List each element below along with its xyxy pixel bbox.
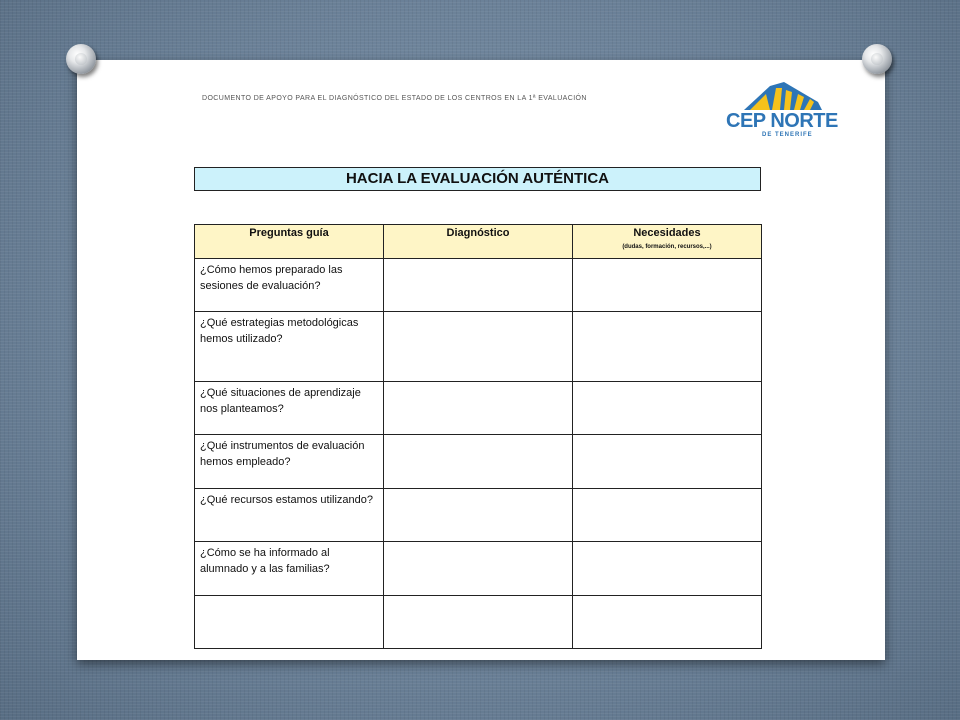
question-cell: ¿Qué instrumentos de evaluación hemos empleado?: [195, 435, 384, 489]
document-title: HACIA LA EVALUACIÓN AUTÉNTICA: [194, 167, 761, 191]
table-row: [195, 312, 762, 382]
table-row: [195, 489, 762, 542]
diagnostico-cell: [384, 596, 573, 649]
table-row: [195, 382, 762, 435]
question-cell: [195, 596, 384, 649]
question-cell: ¿Qué situaciones de aprendizaje nos planteamos?: [195, 382, 384, 435]
diagnostico-cell: [384, 489, 573, 542]
necesidades-cell: [573, 596, 762, 649]
table-row: [195, 259, 762, 312]
logo-main-text: CEP NORTE: [726, 110, 838, 132]
diagnostico-cell: [384, 259, 573, 312]
column-header-subtitle: (dudas, formación, recursos,...): [622, 244, 712, 250]
document-header: DOCUMENTO DE APOYO PARA EL DIAGNÓSTICO DEL ESTADO DE LOS CENTROS EN LA 1ª EVALUACIÓN: [202, 95, 587, 102]
pushpin-icon: [66, 44, 96, 74]
necesidades-cell: [573, 259, 762, 312]
necesidades-cell: [573, 312, 762, 382]
cep-norte-logo: [726, 80, 836, 150]
sun-rays-icon: [726, 80, 836, 114]
diagnostico-cell: [384, 435, 573, 489]
logo-sub-text: DE TENERIFE: [762, 132, 813, 138]
diagnostico-cell: [384, 382, 573, 435]
document-page: [116, 72, 844, 650]
table-row: [195, 435, 762, 489]
column-header-preguntas: Preguntas guía: [195, 225, 384, 259]
question-cell: ¿Cómo hemos preparado las sesiones de evaluación?: [195, 259, 384, 312]
table-row: [195, 596, 762, 649]
question-cell: ¿Qué estrategias metodológicas hemos utilizado?: [195, 312, 384, 382]
pushpin-icon: [862, 44, 892, 74]
question-cell: ¿Cómo se ha informado al alumnado y a las familias?: [195, 542, 384, 596]
diagnostico-cell: [384, 542, 573, 596]
necesidades-cell: [573, 435, 762, 489]
table-row: [195, 542, 762, 596]
question-cell: ¿Qué recursos estamos utilizando?: [195, 489, 384, 542]
column-header-diagnostico: Diagnóstico: [384, 225, 573, 259]
guide-table: [194, 224, 762, 649]
necesidades-cell: [573, 542, 762, 596]
column-header-necesidades: Necesidades (dudas, formación, recursos,...): [573, 225, 762, 259]
necesidades-cell: [573, 489, 762, 542]
diagnostico-cell: [384, 312, 573, 382]
necesidades-cell: [573, 382, 762, 435]
